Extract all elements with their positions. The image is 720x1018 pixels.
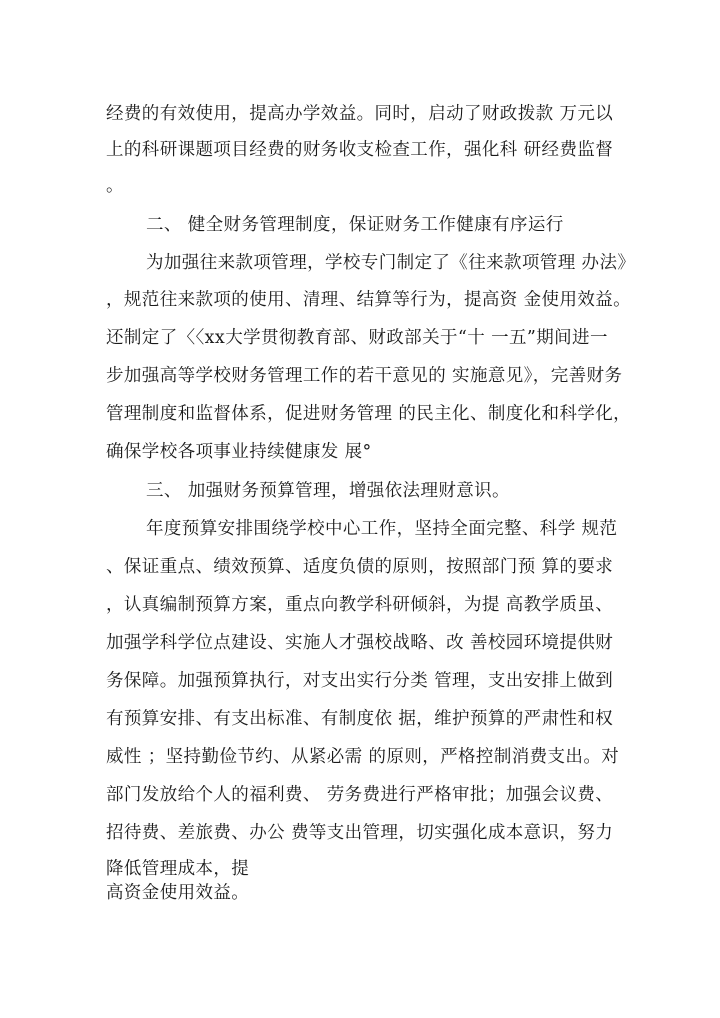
- text-line: 确保学校各项事业持续健康发 展°: [106, 442, 372, 462]
- text-line: 、保证重点、绩效预算、适度负债的原则，按照部门预 算的要求: [106, 557, 614, 577]
- text-line: ，规范往来款项的使用、清理、结算等行为，提高资 金使用效益。: [106, 290, 632, 310]
- text-line: 管理制度和监督体系，促进财务管理 的民主化、制度化和科学化，: [106, 404, 632, 424]
- text-line: 招待费、差旅费、办公 费等支出管理，切实强化成本意识，努力: [106, 823, 614, 843]
- text-line: 高资金使用效益。: [106, 883, 250, 903]
- text-line: ，认真编制预算方案，重点向教学科研倾斜，为提 高教学质虽、: [106, 595, 614, 615]
- text-line: 上的科研课题项目经费的财务收支检查工作，强化科 研经费监督: [106, 140, 614, 160]
- section-heading: 三、 加强财务预算管理，增强依法理财意识。: [146, 481, 510, 501]
- text-line: 威性 ；坚持勤俭节约、从紧必需 的原则，严格控制消费支出。对: [106, 747, 620, 767]
- text-line: 部门发放给个人的福利费、 劳务费进行严格审批；加强会议费、: [106, 785, 614, 805]
- text-line: 还制定了〈〈xx大学贯彻教育部、财政部关于“十 一五”期间进一: [106, 328, 608, 348]
- text-line: 有预算安排、有支出标准、有制度依 据，维护预算的严肃性和权: [106, 709, 614, 729]
- text-line: 步加强高等学校财务管理工作的若干意见的 实施意见》，完善财务: [106, 366, 623, 386]
- text-line: 加强学科学位点建设、实施人才强校战略、改 善校园环境提供财: [106, 633, 614, 653]
- text-line: 经费的有效使用，提高办学效益。同时，启动了财政拨款 万元以: [106, 104, 614, 124]
- section-heading: 二、 健全财务管理制度，保证财务工作健康有序运行: [146, 215, 564, 235]
- text-line: 降低管理成本，提: [106, 859, 250, 879]
- text-line: 。: [106, 176, 124, 196]
- text-line: 年度预算安排围绕学校中心工作，坚持全面完整、科学 规范: [146, 519, 618, 539]
- text-line: 务保障。加强预算执行，对支出实行分类 管理，支出安排上做到: [106, 671, 614, 691]
- text-line: 为加强往来款项管理，学校专门制定了《往来款项管理 办法》: [146, 253, 636, 273]
